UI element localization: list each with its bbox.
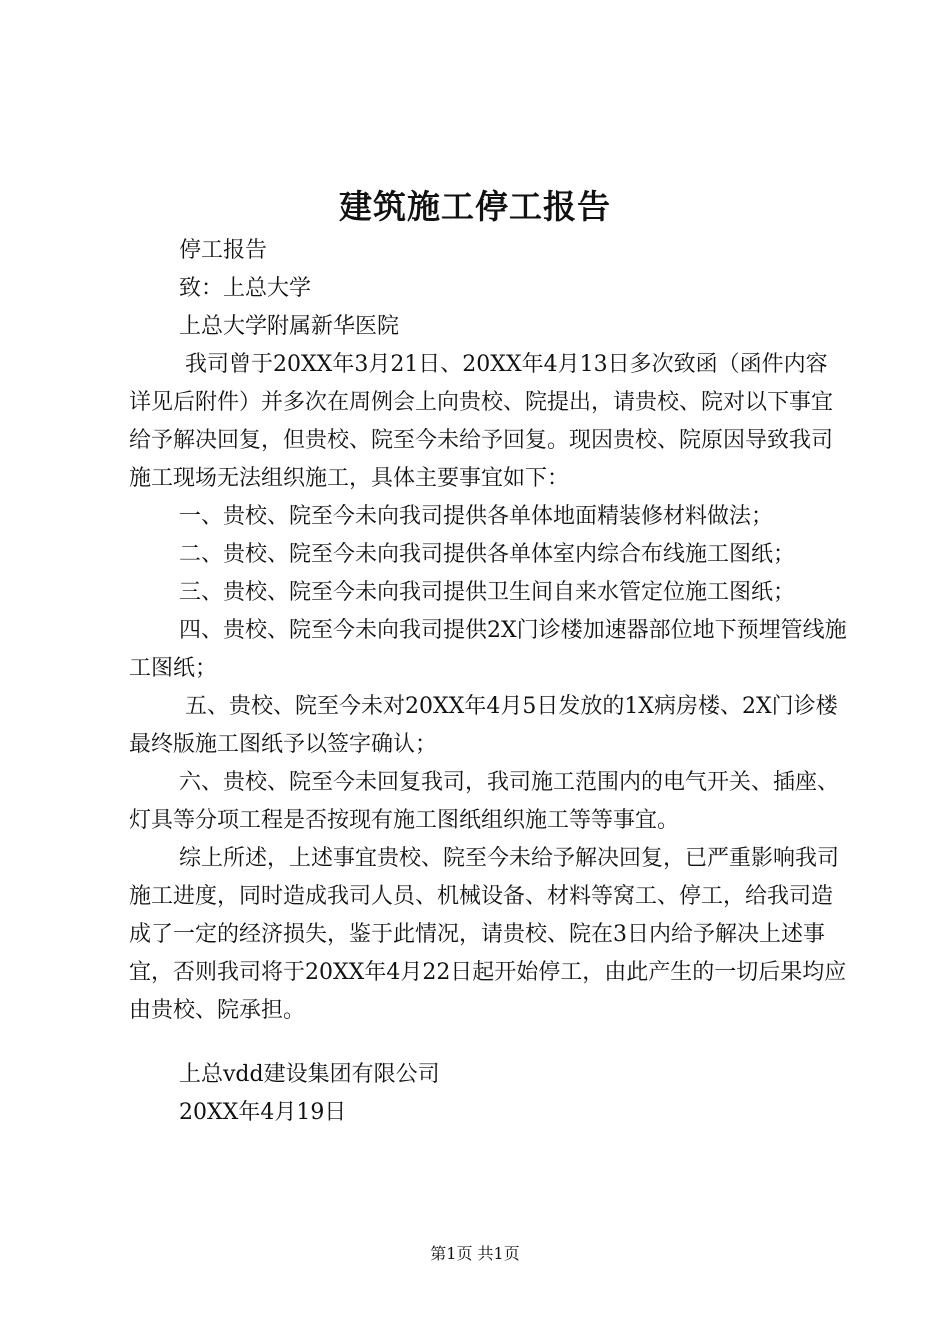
issue-item-1: 一、贵校、院至今未向我司提供各单体地面精装修材料做法；: [179, 504, 774, 529]
issue-item-3: 三、贵校、院至今未向我司提供卫生间自来水管定位施工图纸；: [179, 580, 796, 605]
issue-item-5: 五、贵校、院至今未对20XX年4月5日发放的1X病房楼、2X门诊楼最终版施工图纸予以签字确认；: [129, 694, 838, 757]
recipient-line-1: 致：上总大学: [179, 276, 312, 301]
blank-spacer: [129, 1030, 849, 1056]
issue-item-2: 二、贵校、院至今未向我司提供各单体室内综合布线施工图纸；: [179, 542, 796, 567]
page-footer: 第1页 共1页: [430, 1244, 520, 1263]
document-body: [129, 232, 849, 1132]
signature-date: 20XX年4月19日: [179, 1100, 347, 1125]
summary-paragraph: 综上所述，上述事宜贵校、院至今未给予解决回复，已严重影响我司施工进度，同时造成我司人员、机械设备、材料等窝工、停工，给我司造成了一定的经济损失，鉴于此情况，请贵校、院在3日内给予解决上述事宜，否则我司将于20XX年4月22日起开始停工，由此产生的一切后果均应由贵校、院承担。: [129, 846, 847, 1023]
issue-item-6: 六、贵校、院至今未回复我司，我司施工范围内的电气开关、插座、灯具等分项工程是否按现有施工图纸组织施工等等事宜。: [129, 770, 840, 833]
issue-item-4: 四、贵校、院至今未向我司提供2X门诊楼加速器部位地下预埋管线施工图纸；: [129, 618, 847, 681]
intro-paragraph: 我司曾于20XX年3月21日、20XX年4月13日多次致函（函件内容详见后附件）并多次在周例会上向贵校、院提出，请贵校、院对以下事宜给予解决回复，但贵校、院至今未给予回复。现因贵校、院原因导致我司施工现场无法组织施工，具体主要事宜如下：: [129, 352, 834, 491]
document-title: 建筑施工停工报告: [339, 187, 611, 226]
recipient-line-2: 上总大学附属新华医院: [179, 314, 400, 339]
signature-company: 上总vdd建设集团有限公司: [179, 1062, 440, 1087]
report-heading: 停工报告: [179, 238, 268, 263]
